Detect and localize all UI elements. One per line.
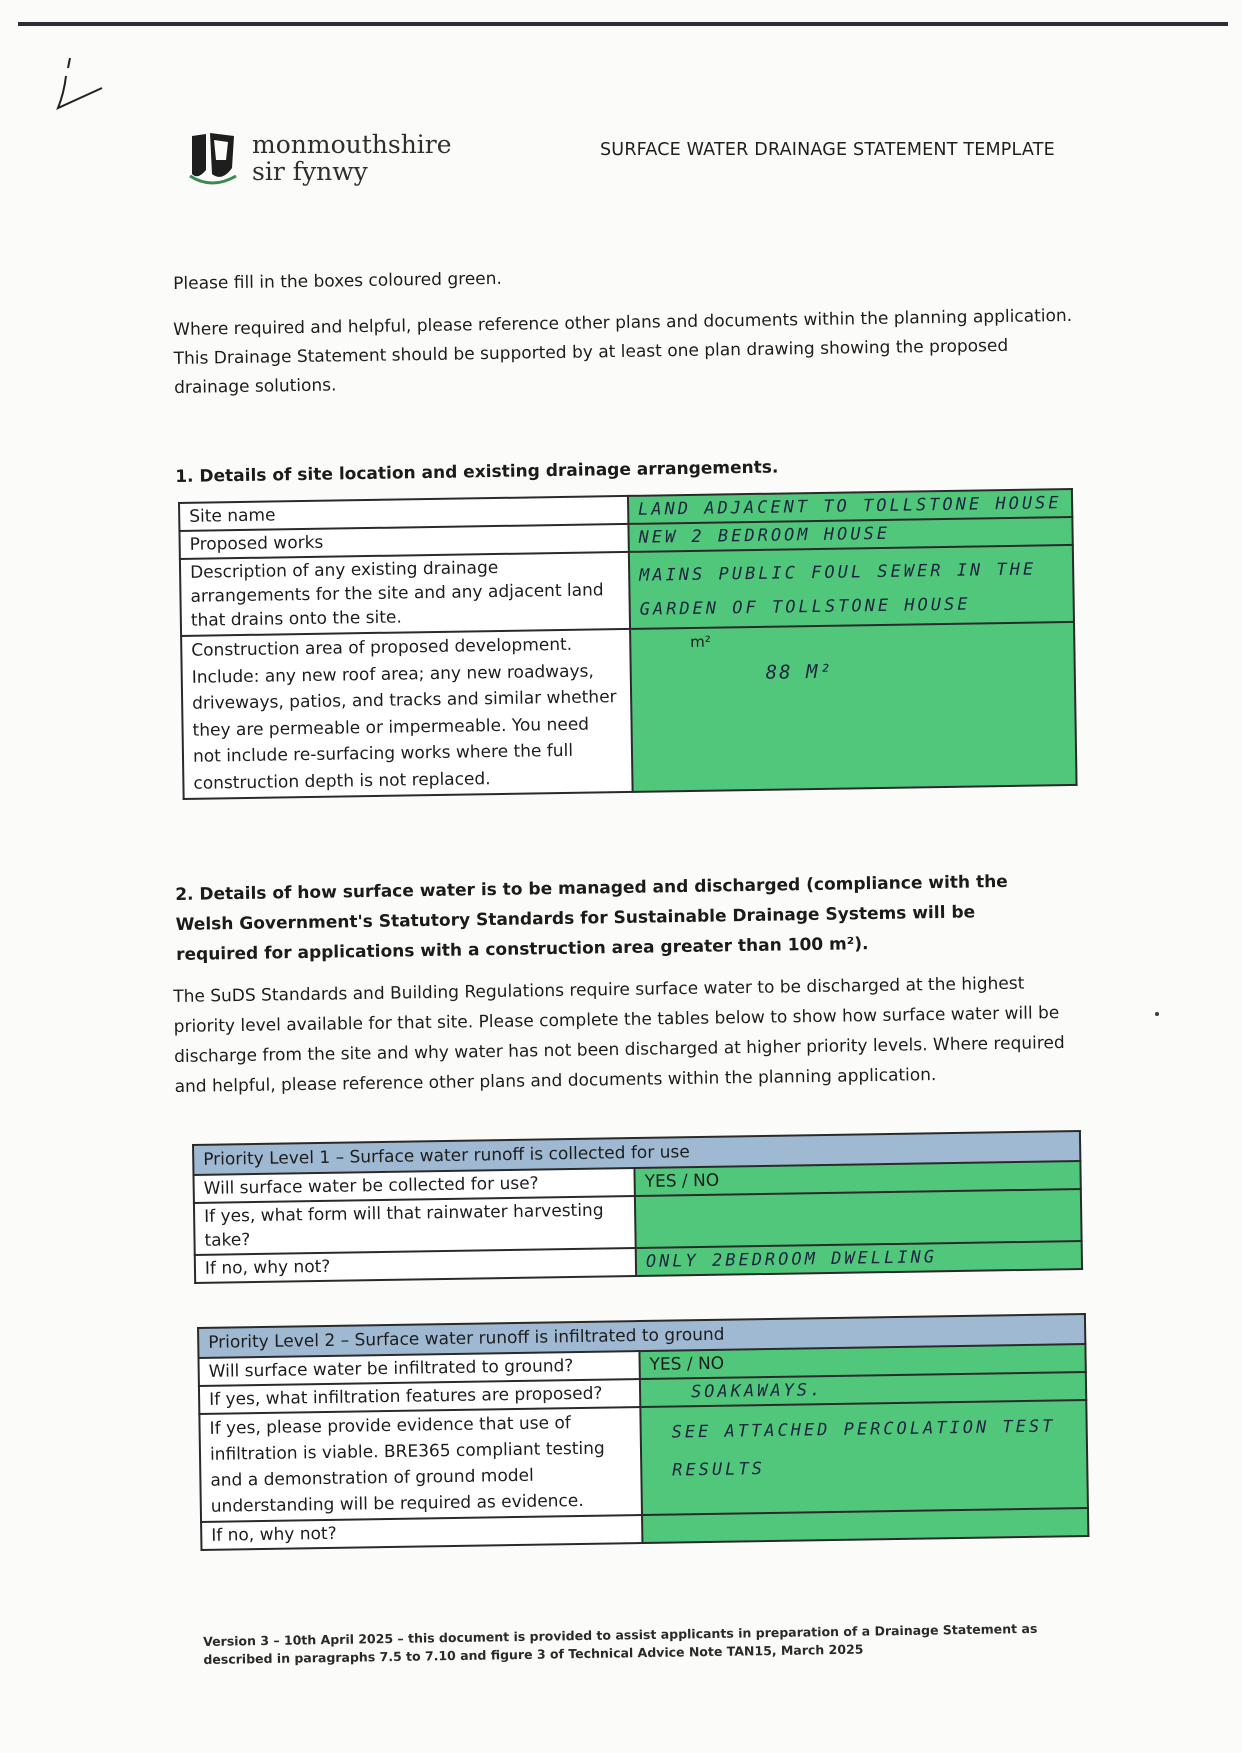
intro-reference-note: Where required and helpful, please reference other plans and documents within the planning application. This Drainage Statement should be supported by at least one plan drawing showing the proposed drainage solutions. [173, 305, 1073, 398]
collected-for-use-choice[interactable]: YES / NO [634, 1161, 1080, 1196]
harvesting-form-label: If yes, what form will that rainwater harvesting take? [194, 1196, 636, 1255]
intro-instruction: Please fill in the boxes coloured green. [173, 268, 503, 294]
site-name-field[interactable]: LAND ADJACENT TO TOLLSTONE HOUSE [628, 489, 1072, 524]
logo-line-1: monmouthshire [252, 130, 452, 159]
level-1-why-not-label: If no, why not? [195, 1248, 636, 1283]
existing-drainage-label: Description of any existing drainage arrangements for the site and any adjacent land that drains onto the site. [180, 552, 630, 636]
council-crest-icon [188, 130, 238, 186]
construction-area-value: 88 M² [765, 660, 834, 684]
section-2-heading: 2. Details of how surface water is to be managed and discharged (compliance with the Welsh Government's Statutory Standards for Sustainable Drainage Systems will be required for applications with a construction area greater than 100 m²). [175, 871, 1008, 965]
level-2-why-not-label: If no, why not? [201, 1515, 642, 1550]
proposed-works-field[interactable]: NEW 2 BEDROOM HOUSE [628, 517, 1072, 552]
existing-drainage-field[interactable]: MAINS PUBLIC FOUL SEWER IN THE GARDEN OF TOLLSTONE HOUSE [629, 545, 1074, 629]
collected-for-use-label: Will surface water be collected for use? [193, 1168, 634, 1203]
priority-level-1-table [192, 1130, 1083, 1284]
level-2-why-not-field[interactable] [642, 1508, 1088, 1543]
priority-level-2-header: Priority Level 2 – Surface water runoff is infiltrated to ground [198, 1314, 1085, 1358]
priority-level-1-header: Priority Level 1 – Surface water runoff is collected for use [193, 1131, 1080, 1175]
infiltration-features-field[interactable]: SOAKAWAYS. [640, 1372, 1086, 1407]
section-1-heading: 1. Details of site location and existing drainage arrangements. [175, 457, 779, 487]
scan-speck [1155, 1012, 1159, 1016]
infiltration-features-label: If yes, what infiltration features are proposed? [199, 1379, 640, 1414]
document-title: SURFACE WATER DRAINAGE STATEMENT TEMPLATE [600, 140, 1055, 160]
construction-area-label: Construction area of proposed development. Include: any new roof area; any new roadways, driveways, patios, and tracks and similar whether they are permeable or impermeable. You need not include re-surfacing works where the full construction depth is not replaced. [181, 629, 632, 799]
infiltration-evidence-label: If yes, please provide evidence that use of infiltration is viable. BRE365 compliant testing and a demonstration of ground model understanding will be required as evidence. [199, 1407, 642, 1522]
infiltrated-choice[interactable]: YES / NO [639, 1344, 1085, 1379]
infiltration-evidence-field[interactable]: SEE ATTACHED PERCOLATION TEST RESULTS [640, 1400, 1088, 1515]
proposed-works-label: Proposed works [179, 524, 628, 559]
site-details-table [178, 488, 1078, 800]
page-top-rule [18, 22, 1228, 26]
table-row [181, 622, 1076, 799]
pen-tick-mark [40, 48, 130, 118]
table-row [180, 545, 1074, 636]
construction-area-field[interactable] [630, 622, 1077, 792]
council-logo [188, 130, 452, 186]
document-footer: Version 3 – 10th April 2025 – this document is provided to assist applicants in preparation of a Drainage Statement as described in paragraphs 7.5 to 7.10 and figure 3 of Technical Advice Note TAN15, March 2025 [203, 1620, 1038, 1667]
logo-line-2: sir fynwy [252, 157, 368, 186]
harvesting-form-field[interactable] [635, 1189, 1082, 1248]
table-row [199, 1400, 1088, 1522]
infiltrated-label: Will surface water be infiltrated to ground? [198, 1351, 639, 1386]
priority-level-2-table [197, 1313, 1089, 1551]
section-2-explanation: The SuDS Standards and Building Regulations require surface water to be discharged at the highest priority level available for that site. Please complete the tables below to show how surface water will be discharge from the site and why water has not been discharged at higher priority levels. Where required and helpful, please reference other plans and documents within the planning application. [173, 973, 1065, 1097]
level-1-why-not-field[interactable]: ONLY 2BEDROOM DWELLING [636, 1241, 1082, 1276]
area-unit-label: m² [690, 632, 711, 651]
site-name-label: Site name [179, 496, 628, 531]
